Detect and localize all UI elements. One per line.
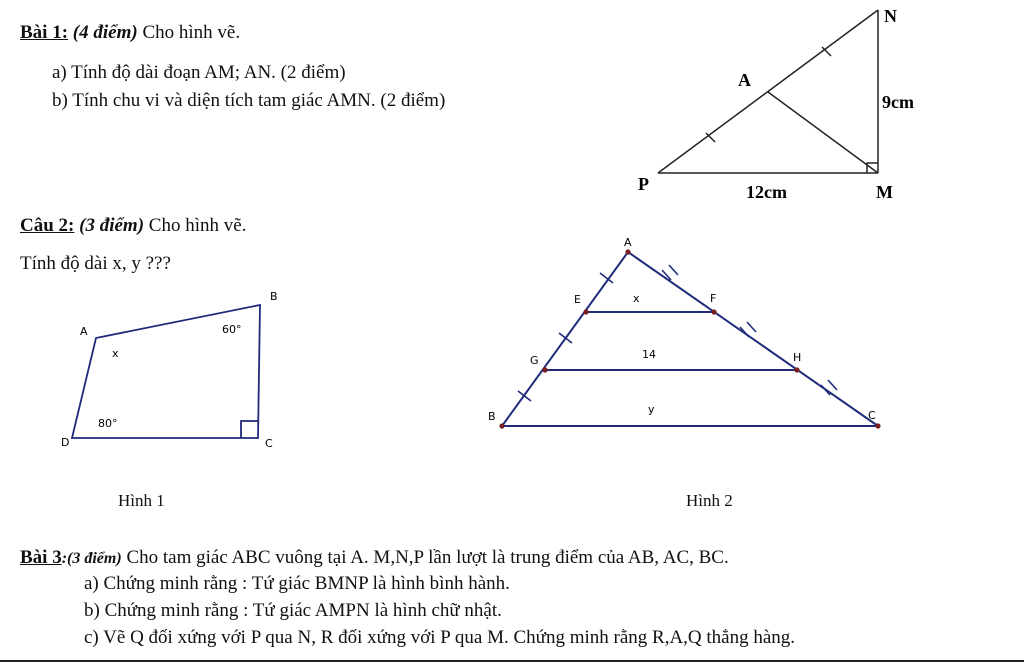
hinh1-angle-B: 60° [222, 323, 242, 336]
hinh2-points [499, 249, 880, 428]
hinh1-caption: Hình 1 [118, 491, 165, 510]
hinh2-var-y: y [648, 403, 655, 416]
bai1-figure [658, 10, 878, 173]
point-F [711, 309, 716, 314]
tick-FH-2 [747, 322, 756, 332]
cau2-intro: Cho hình vẽ. [148, 215, 247, 236]
bai1-question-b: b) Tính chu vi và diện tích tam giác AMN. (2 điểm) [52, 90, 446, 111]
point-H [794, 367, 799, 372]
length-PM: 12cm [746, 182, 787, 202]
point-E [583, 309, 588, 314]
hinh2-label-A: A [624, 236, 632, 249]
point-A [625, 249, 630, 254]
bai3-question-b: b) Chứng minh rằng : Tứ giác AMPN là hình chữ nhật. [84, 600, 502, 621]
segment-AM [768, 92, 878, 173]
bai1-intro: Cho hình vẽ. [142, 22, 241, 43]
hinh1-var-x: x [112, 347, 119, 360]
hinh2-var-x: x [633, 292, 640, 305]
bai3-intro: Cho tam giác ABC vuông tại A. M,N,P lần lượt là trung điểm của AB, AC, BC. [126, 547, 729, 568]
bai1-points: (4 điểm) [72, 22, 138, 43]
cau2-question: Tính độ dài x, y ??? [20, 253, 171, 274]
label-A: A [738, 70, 751, 90]
point-B [499, 423, 504, 428]
bai3-question-a: a) Chứng minh rằng : Tứ giác BMNP là hình bình hành. [84, 573, 510, 594]
hinh1-label-D: D [61, 436, 70, 449]
hinh2-label-E: E [574, 293, 581, 306]
bai3-heading [20, 547, 729, 570]
label-N: N [884, 6, 897, 26]
hinh1-angle-D: 80° [98, 417, 118, 430]
tick-EG [559, 333, 572, 343]
hinh1-label-C: C [265, 437, 273, 450]
tick-HC-2 [828, 380, 837, 390]
point-G [542, 367, 547, 372]
tick-HC-1 [821, 385, 830, 395]
hinh2-label-B: B [488, 410, 496, 423]
hinh1-label-B: B [270, 290, 278, 303]
hinh2-length-GH: 14 [642, 348, 656, 361]
label-M: M [876, 182, 893, 202]
label-P: P [638, 174, 649, 194]
segment-AC [628, 252, 878, 426]
hinh2-label-H: H [793, 351, 802, 364]
bottom-divider [0, 660, 1024, 662]
segment-AB [502, 252, 628, 426]
bai3-label: Bài 3 [20, 547, 62, 568]
hinh2-label-G: G [530, 354, 539, 367]
bai1-label: Bài 1: [20, 22, 69, 43]
cau2-points: (3 điểm) [79, 215, 145, 236]
hinh2-figure [502, 252, 878, 426]
bai3-points: :(3 điểm) [61, 550, 122, 567]
tick-AF-2 [669, 265, 678, 275]
cau2-label: Câu 2: [20, 215, 75, 236]
length-NM: 9cm [882, 92, 914, 112]
hinh2-label-C: C [868, 409, 876, 422]
right-angle-mark-C [241, 421, 258, 438]
point-C [875, 423, 880, 428]
hinh1-label-A: A [80, 325, 88, 338]
tick-GB [518, 391, 531, 401]
bai3-question-c: c) Vẽ Q đối xứng với P qua N, R đối xứng với P qua M. Chứng minh rằng R,A,Q thẳng hàng. [84, 627, 796, 648]
hinh2-label-F: F [710, 292, 717, 305]
bai1-question-a: a) Tính độ dài đoạn AM; AN. (2 điểm) [52, 62, 346, 83]
hinh2-caption: Hình 2 [686, 491, 733, 510]
